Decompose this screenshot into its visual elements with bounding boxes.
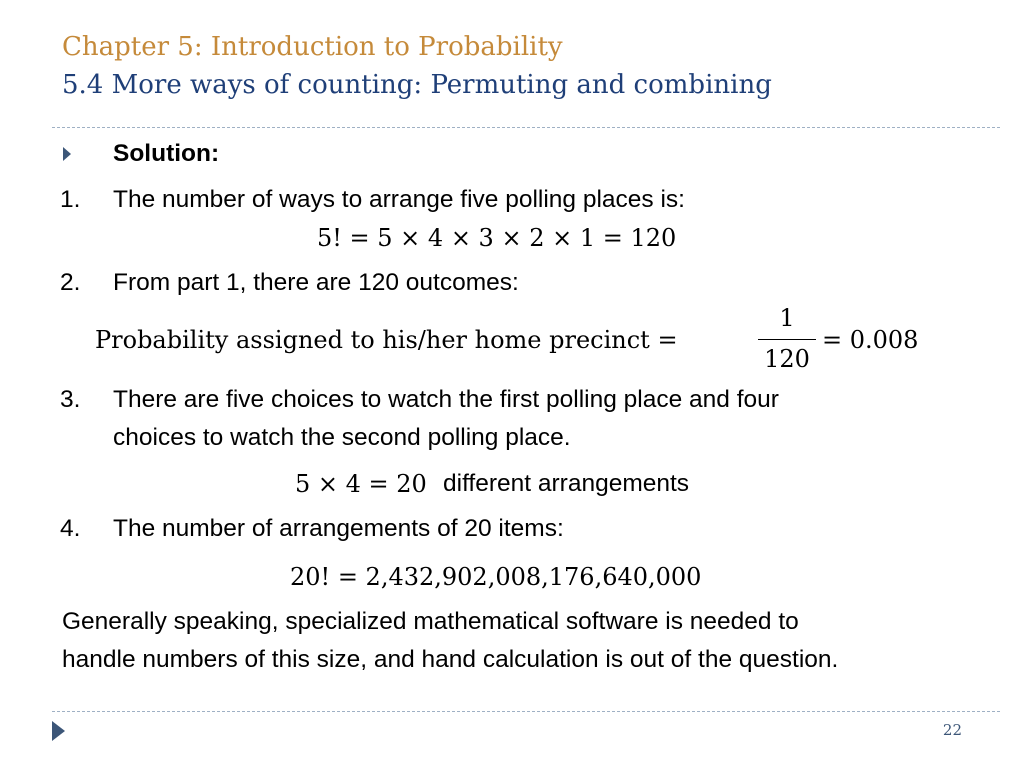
item-number-1: 1. — [60, 186, 81, 213]
equation-arrangements-text: different arrangements — [443, 470, 690, 497]
section-title: 5.4 More ways of counting: Permuting and combining — [62, 70, 772, 100]
conclusion-line-2: handle numbers of this size, and hand calculation is out of the question. — [62, 646, 839, 673]
item-number-2: 2. — [60, 269, 81, 296]
footer-arrow-icon — [52, 721, 65, 741]
solution-label: Solution: — [113, 140, 220, 167]
item-number-3: 3. — [60, 386, 81, 413]
item-text-3-line-1: There are five choices to watch the first polling place and four — [113, 386, 779, 413]
equation-probability-rhs: = 0.008 — [822, 326, 919, 354]
item-number-4: 4. — [60, 515, 81, 542]
header-divider — [52, 127, 1000, 128]
page-number: 22 — [942, 721, 962, 739]
fraction-bar — [758, 339, 816, 340]
equation-arrangements-math: 5 × 4 = 20 — [295, 470, 427, 498]
chapter-title: Chapter 5: Introduction to Probability — [62, 32, 563, 62]
item-text-4: The number of arrangements of 20 items: — [113, 515, 564, 542]
conclusion-line-1: Generally speaking, specialized mathematical software is needed to — [62, 608, 799, 635]
item-text-3-line-2: choices to watch the second polling place. — [113, 424, 571, 451]
fraction-numerator: 1 — [779, 304, 795, 332]
item-text-1: The number of ways to arrange five polling places is: — [113, 186, 685, 213]
fraction-denominator: 120 — [764, 345, 810, 373]
item-text-2: From part 1, there are 120 outcomes: — [113, 269, 519, 296]
footer-divider — [52, 711, 1000, 712]
equation-factorial-20: 20! = 2,432,902,008,176,640,000 — [290, 563, 702, 591]
bullet-arrow-icon — [63, 147, 71, 161]
equation-factorial-5: 5! = 5 × 4 × 3 × 2 × 1 = 120 — [317, 224, 677, 252]
equation-probability-lhs: Probability assigned to his/her home precinct = — [95, 326, 678, 354]
